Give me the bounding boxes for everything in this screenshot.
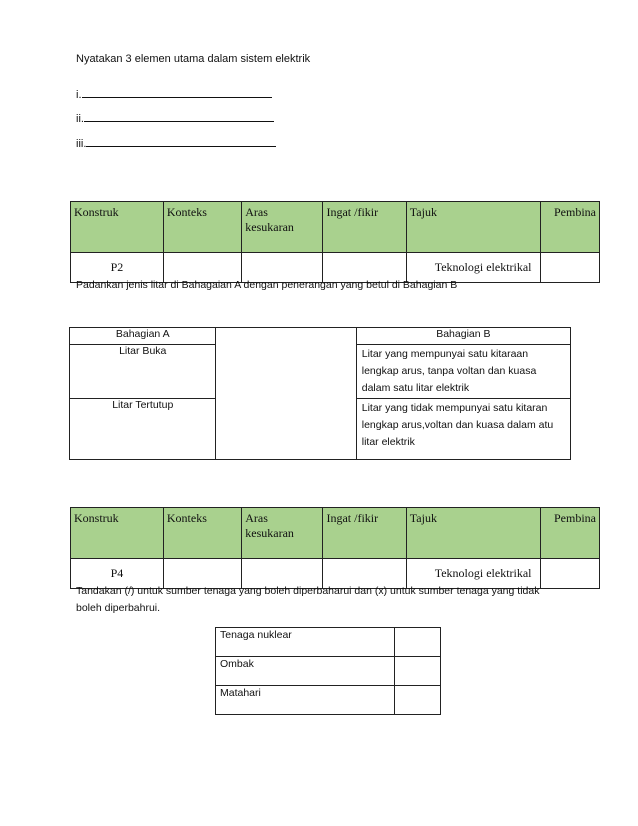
meta-header-row: [71, 508, 600, 559]
header-ingat: Ingat /fikir: [323, 508, 406, 559]
answer-blank-2[interactable]: [84, 110, 274, 122]
mark-box[interactable]: [395, 686, 441, 715]
header-konteks: Konteks: [163, 508, 241, 559]
answer-line-1[interactable]: [76, 86, 272, 101]
value-konstruk: P4: [71, 559, 164, 589]
meta-table-1: [70, 201, 600, 283]
answer-line-3[interactable]: [76, 135, 276, 150]
header-tajuk: Tajuk: [406, 202, 540, 253]
matching-table: [69, 327, 571, 460]
matching-header-row: [70, 328, 571, 345]
answer-blank-3[interactable]: [86, 135, 276, 147]
header-konstruk: Konstruk: [71, 508, 164, 559]
header-ingat: Ingat /fikir: [323, 202, 406, 253]
header-konteks: Konteks: [163, 202, 241, 253]
energy-source-label: Ombak: [216, 657, 395, 686]
header-tajuk: Tajuk: [406, 508, 540, 559]
instruction-energy: Tandakan (/) untuk sumber tenaga yang boleh diperbaharui dan (x) untuk sumber tenaga yang tidak boleh diperbahrui.: [76, 585, 540, 614]
item-label-2: ii.: [76, 113, 84, 125]
value-tajuk: Teknologi elektrikal: [406, 253, 540, 283]
energy-table: [215, 627, 441, 715]
meta-header-row: [71, 202, 600, 253]
header-pembina: Pembina: [540, 508, 599, 559]
instruction-match: Padankan jenis litar di Bahagaian A dengan penerangan yang betul di Bahagian B: [76, 279, 458, 291]
energy-row: [216, 628, 441, 657]
header-pembina: Pembina: [540, 202, 599, 253]
header-aras: Aras kesukaran: [242, 202, 323, 253]
item-label-1: i.: [76, 89, 82, 101]
answer-blank-1[interactable]: [82, 86, 272, 98]
header-bahagian-a: Bahagian A: [70, 328, 216, 345]
header-aras: Aras kesukaran: [242, 508, 323, 559]
item-label-3: iii.: [76, 138, 87, 150]
header-konstruk: Konstruk: [71, 202, 164, 253]
meta-table-2: [70, 507, 600, 589]
bahagian-b-item: Litar yang tidak mempunyai satu kitaran lengkap arus,voltan dan kuasa dalam atu litar elektrik: [356, 399, 570, 460]
energy-source-label: Tenaga nuklear: [216, 628, 395, 657]
mark-box[interactable]: [395, 628, 441, 657]
bahagian-b-item: Litar yang mempunyai satu kitaraan lengkap arus, tanpa voltan dan kuasa dalam satu litar elektrik: [356, 345, 570, 399]
energy-row: [216, 657, 441, 686]
value-pembina[interactable]: [540, 253, 599, 283]
bahagian-a-item: Litar Tertutup: [70, 399, 216, 460]
energy-source-label: Matahari: [216, 686, 395, 715]
energy-row: [216, 686, 441, 715]
header-bahagian-b: Bahagian B: [356, 328, 570, 345]
matching-space[interactable]: [216, 328, 356, 460]
value-tajuk: Teknologi elektrikal: [406, 559, 540, 589]
question-elements: Nyatakan 3 elemen utama dalam sistem elektrik: [76, 53, 311, 65]
bahagian-a-item: Litar Buka: [70, 345, 216, 399]
answer-line-2[interactable]: [76, 110, 274, 125]
mark-box[interactable]: [395, 657, 441, 686]
value-konstruk: P2: [71, 253, 164, 283]
